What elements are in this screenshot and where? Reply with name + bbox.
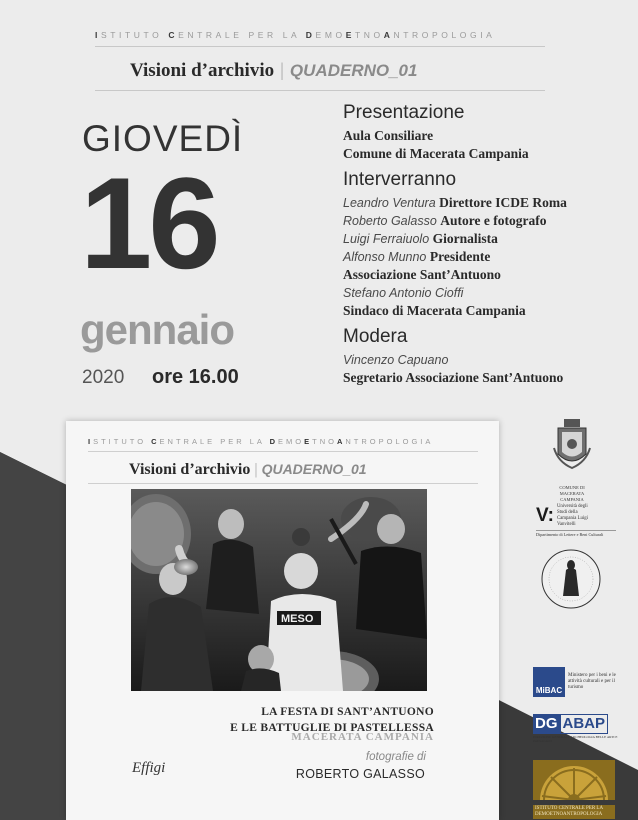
comune-logo	[548, 418, 596, 503]
vanvitelli-dept: Dipartimento di Lettere e Beni Culturali	[536, 530, 616, 538]
icde-text: ISTITUTO CENTRALE PER LA DEMOETNOANTROPOLOGIA	[533, 805, 615, 819]
modera-heading: Modera	[343, 326, 408, 347]
venue-line-2: Comune di Macerata Campania	[343, 146, 529, 161]
book-rule-top	[88, 451, 478, 452]
book-author: ROBERTO GALASSO	[295, 767, 425, 781]
event-info	[343, 102, 633, 387]
associazione-logo	[540, 548, 602, 610]
speaker-row: Stefano Antonio Cioffi	[343, 286, 464, 300]
vanvitelli-logo	[536, 504, 616, 538]
venue-line-1: Aula Consiliare	[343, 128, 434, 143]
speaker-row: Leandro Ventura Direttore ICDE Roma	[343, 195, 567, 210]
day-number: 16	[80, 150, 217, 296]
wheel-icon	[533, 760, 615, 800]
book-rule-bottom	[88, 483, 478, 484]
speaker-row: Alfonso Munno Presidente	[343, 249, 491, 264]
time: ore 16.00	[152, 366, 239, 388]
vanvitelli-text: Università degli Studi della Campania Luigi Vanvitelli	[556, 504, 588, 527]
book-place: MACERATA CAMPANIA	[291, 731, 434, 743]
series-title: Visioni d’archivio | QUADERNO_01	[130, 60, 418, 81]
moderator-role: Segretario Associazione Sant’Antuono	[343, 370, 564, 385]
cover-photo	[131, 489, 427, 691]
year: 2020	[82, 367, 125, 388]
dgabap-mark-left: DG	[535, 715, 558, 732]
mibac-text: Ministero per i beni e le attività culturali e per il turismo	[568, 673, 616, 690]
interverranno-heading: Interverranno	[343, 169, 457, 190]
book-institute-line: ISTITUTO CENTRALE PER LA DEMOETNOANTROPOLOGIA	[88, 437, 434, 446]
institute-line: ISTITUTO CENTRALE PER LA DEMOETNOANTROPOLOGIA	[95, 30, 496, 40]
dgabap-mark-right: ABAP	[560, 714, 609, 734]
month: gennaio	[80, 306, 235, 353]
mibac-logo	[533, 667, 618, 697]
publisher-logo: Effigi	[132, 760, 166, 776]
weekday: GIOVEDÌ	[82, 118, 244, 159]
speaker-row: Associazione Sant’Antuono	[343, 267, 501, 282]
saint-figure-icon	[540, 548, 602, 610]
comune-caption: COMUNE DI MACERATA CAMPANIA	[559, 485, 585, 502]
dgabap-logo	[533, 714, 618, 743]
coat-of-arms-icon	[548, 418, 596, 480]
book-title: LA FESTA DI SANT’ANTUONO E LE BATTUGLIE DI PASTELLESSA	[230, 706, 434, 734]
book-series-title: Visioni d’archivio | QUADERNO_01	[129, 461, 367, 478]
mibac-mark: MiBAC	[533, 667, 565, 697]
cover-photo-image	[131, 489, 427, 691]
icde-logo	[533, 760, 615, 819]
presentazione-heading: Presentazione	[343, 102, 465, 123]
book-photos-label: fotografie di	[365, 751, 426, 763]
moderator-name: Vincenzo Capuano	[343, 353, 449, 367]
shirt-text: MESO	[281, 613, 314, 625]
vanvitelli-mark: V:	[536, 505, 554, 526]
speaker-row: Sindaco di Macerata Campania	[343, 303, 526, 318]
header-rule-bottom	[95, 90, 545, 91]
dgabap-text: DIREZIONE GENERALE ARCHEOLOGIA BELLE ARTI E PAESAGGIO	[533, 735, 618, 743]
speaker-row: Luigi Ferraiuolo Giornalista	[343, 231, 498, 246]
speaker-row: Roberto Galasso Autore e fotografo	[343, 213, 547, 228]
book-cover	[66, 421, 499, 820]
header-rule-top	[95, 46, 545, 47]
